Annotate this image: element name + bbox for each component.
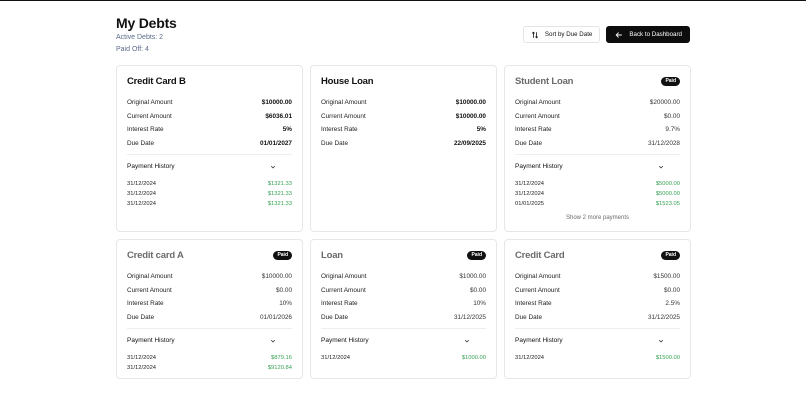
debt-card — [116, 239, 303, 379]
debt-title: House Loan — [321, 75, 374, 87]
original-amount-label: Original Amount — [321, 99, 367, 107]
header-actions — [523, 26, 690, 43]
original-amount-row — [127, 96, 292, 110]
due-date-row — [321, 137, 486, 151]
current-amount-row — [515, 110, 680, 124]
current-amount-value: $6036.01 — [265, 112, 292, 120]
page-title: My Debts — [116, 15, 177, 31]
paid-badge: Paid — [661, 77, 680, 86]
current-amount-value: $0.00 — [664, 286, 680, 294]
current-amount-row — [321, 110, 486, 124]
payment-amount: $1321.33 — [267, 191, 292, 197]
paid-badge: Paid — [661, 251, 680, 260]
payment-history-title: Payment History — [515, 336, 563, 344]
payment-amount: $5000.00 — [655, 181, 680, 187]
back-button-label: Back to Dashboard — [629, 31, 682, 38]
payment-item — [515, 353, 680, 363]
current-amount-row — [321, 284, 486, 298]
interest-rate-row — [127, 297, 292, 311]
payment-item — [321, 353, 486, 363]
payment-history-toggle[interactable] — [127, 331, 292, 349]
original-amount-value: $10000.00 — [261, 273, 292, 281]
payment-history-toggle[interactable] — [321, 331, 486, 349]
payment-history-title: Payment History — [321, 336, 369, 344]
interest-rate-row — [321, 297, 486, 311]
current-amount-row — [127, 110, 292, 124]
payment-amount: $879.16 — [271, 355, 292, 361]
current-amount-row — [515, 284, 680, 298]
payment-date: 31/12/2024 — [127, 191, 157, 197]
payment-history-toggle[interactable] — [515, 157, 680, 175]
payment-date: 31/12/2024 — [127, 365, 157, 371]
due-date-label: Due Date — [127, 139, 154, 147]
page — [0, 1, 806, 408]
sort-button[interactable] — [523, 26, 600, 43]
original-amount-value: $1000.00 — [459, 273, 486, 281]
due-date-label: Due Date — [321, 139, 348, 147]
payment-item — [515, 189, 680, 199]
due-date-label: Due Date — [321, 313, 348, 321]
original-amount-row — [515, 96, 680, 110]
debt-card — [310, 239, 497, 379]
debt-title: Credit card A — [127, 249, 184, 261]
chevron-down-icon — [270, 331, 276, 349]
original-amount-label: Original Amount — [515, 99, 561, 107]
payment-amount: $1500.00 — [655, 355, 680, 361]
payment-amount: $1523.05 — [655, 201, 680, 207]
payment-item — [127, 189, 292, 199]
divider — [321, 328, 486, 329]
due-date-row — [515, 311, 680, 325]
original-amount-label: Original Amount — [127, 99, 173, 107]
payment-amount: $9120.84 — [267, 365, 292, 371]
original-amount-value: $1500.00 — [653, 273, 680, 281]
current-amount-value: $10000.00 — [455, 112, 486, 120]
chevron-down-icon — [658, 157, 664, 175]
payment-history-toggle[interactable] — [127, 157, 292, 175]
payment-item — [127, 199, 292, 209]
original-amount-row — [515, 270, 680, 284]
debt-card — [310, 65, 497, 232]
interest-rate-value: 5% — [282, 126, 292, 134]
sort-icon — [531, 31, 539, 39]
payment-history-title: Payment History — [127, 162, 175, 170]
current-amount-value: $0.00 — [470, 286, 486, 294]
debt-title: Student Loan — [515, 75, 574, 87]
card-header — [515, 74, 680, 88]
paid-badge: Paid — [467, 251, 486, 260]
current-amount-value: $0.00 — [664, 112, 680, 120]
original-amount-row — [321, 270, 486, 284]
original-amount-value: $20000.00 — [649, 99, 680, 107]
original-amount-value: $10000.00 — [261, 99, 292, 107]
interest-rate-label: Interest Rate — [515, 126, 552, 134]
payment-list — [515, 179, 680, 209]
payment-date: 31/12/2024 — [515, 355, 545, 361]
current-amount-label: Current Amount — [515, 286, 560, 294]
payment-date: 31/12/2024 — [515, 181, 545, 187]
original-amount-label: Original Amount — [515, 273, 561, 281]
payment-item — [127, 363, 292, 373]
current-amount-value: $0.00 — [276, 286, 292, 294]
current-amount-label: Current Amount — [321, 112, 366, 120]
due-date-label: Due Date — [515, 313, 542, 321]
divider — [515, 154, 680, 155]
due-date-value: 31/12/2025 — [454, 313, 486, 321]
payment-date: 31/12/2024 — [127, 355, 157, 361]
paid-off-count: Paid Off: 4 — [116, 46, 149, 53]
card-header — [515, 248, 680, 262]
interest-rate-row — [321, 123, 486, 137]
sort-button-label: Sort by Due Date — [544, 31, 593, 38]
debt-card — [504, 65, 691, 232]
payment-item — [515, 179, 680, 189]
interest-rate-value: 2.5% — [665, 300, 680, 308]
current-amount-label: Current Amount — [515, 112, 560, 120]
divider — [127, 328, 292, 329]
original-amount-label: Original Amount — [321, 273, 367, 281]
original-amount-row — [321, 96, 486, 110]
due-date-value: 22/09/2025 — [454, 139, 486, 147]
arrow-left-icon — [615, 31, 623, 39]
divider — [127, 154, 292, 155]
due-date-label: Due Date — [515, 139, 542, 147]
divider — [515, 328, 680, 329]
payment-history-title: Payment History — [515, 162, 563, 170]
interest-rate-row — [127, 123, 292, 137]
current-amount-label: Current Amount — [127, 112, 172, 120]
current-amount-row — [127, 284, 292, 298]
interest-rate-value: 5% — [476, 126, 486, 134]
card-header — [321, 248, 486, 262]
payment-amount: $1000.00 — [461, 355, 486, 361]
payment-amount: $5000.00 — [655, 191, 680, 197]
payment-item — [127, 353, 292, 363]
payment-list — [127, 353, 292, 373]
paid-badge: Paid — [273, 251, 292, 260]
debt-card — [116, 65, 303, 232]
payment-date: 01/01/2025 — [515, 201, 545, 207]
debt-grid — [116, 65, 690, 379]
payment-date: 31/12/2024 — [515, 191, 545, 197]
payment-date: 31/12/2024 — [321, 355, 351, 361]
interest-rate-value: 10% — [279, 300, 292, 308]
interest-rate-value: 10% — [473, 300, 486, 308]
interest-rate-label: Interest Rate — [321, 300, 358, 308]
interest-rate-label: Interest Rate — [127, 126, 164, 134]
card-header — [127, 74, 292, 88]
interest-rate-label: Interest Rate — [321, 126, 358, 134]
due-date-row — [127, 311, 292, 325]
card-header — [127, 248, 292, 262]
show-more-payments-link[interactable]: Show 2 more payments — [565, 215, 630, 221]
due-date-value: 01/01/2027 — [260, 139, 292, 147]
interest-rate-value: 9.7% — [665, 126, 680, 134]
debt-title: Credit Card B — [127, 75, 186, 87]
payment-history-toggle[interactable] — [515, 331, 680, 349]
interest-rate-row — [515, 297, 680, 311]
payment-list — [127, 179, 292, 209]
due-date-value: 31/12/2028 — [648, 139, 680, 147]
payment-history-title: Payment History — [127, 336, 175, 344]
chevron-down-icon — [270, 157, 276, 175]
payment-item — [515, 199, 680, 209]
due-date-row — [515, 137, 680, 151]
current-amount-label: Current Amount — [127, 286, 172, 294]
payment-date: 31/12/2024 — [127, 201, 157, 207]
payment-date: 31/12/2024 — [127, 181, 157, 187]
back-to-dashboard-button[interactable] — [606, 26, 690, 43]
payment-item — [127, 179, 292, 189]
due-date-label: Due Date — [127, 313, 154, 321]
due-date-value: 31/12/2025 — [648, 313, 680, 321]
header — [116, 15, 690, 63]
payment-amount: $1321.33 — [267, 181, 292, 187]
chevron-down-icon — [658, 331, 664, 349]
original-amount-label: Original Amount — [127, 273, 173, 281]
debt-title: Credit Card — [515, 249, 565, 261]
due-date-row — [127, 137, 292, 151]
due-date-value: 01/01/2026 — [260, 313, 292, 321]
original-amount-row — [127, 270, 292, 284]
debt-card — [504, 239, 691, 379]
payment-amount: $1321.33 — [267, 201, 292, 207]
due-date-row — [321, 311, 486, 325]
card-header — [321, 74, 486, 88]
current-amount-label: Current Amount — [321, 286, 366, 294]
debt-title: Loan — [321, 249, 343, 261]
interest-rate-label: Interest Rate — [515, 300, 552, 308]
interest-rate-row — [515, 123, 680, 137]
payment-list — [321, 353, 486, 363]
original-amount-value: $10000.00 — [455, 99, 486, 107]
chevron-down-icon — [464, 331, 470, 349]
payment-list — [515, 353, 680, 363]
interest-rate-label: Interest Rate — [127, 300, 164, 308]
active-debts-count: Active Debts: 2 — [116, 34, 164, 41]
